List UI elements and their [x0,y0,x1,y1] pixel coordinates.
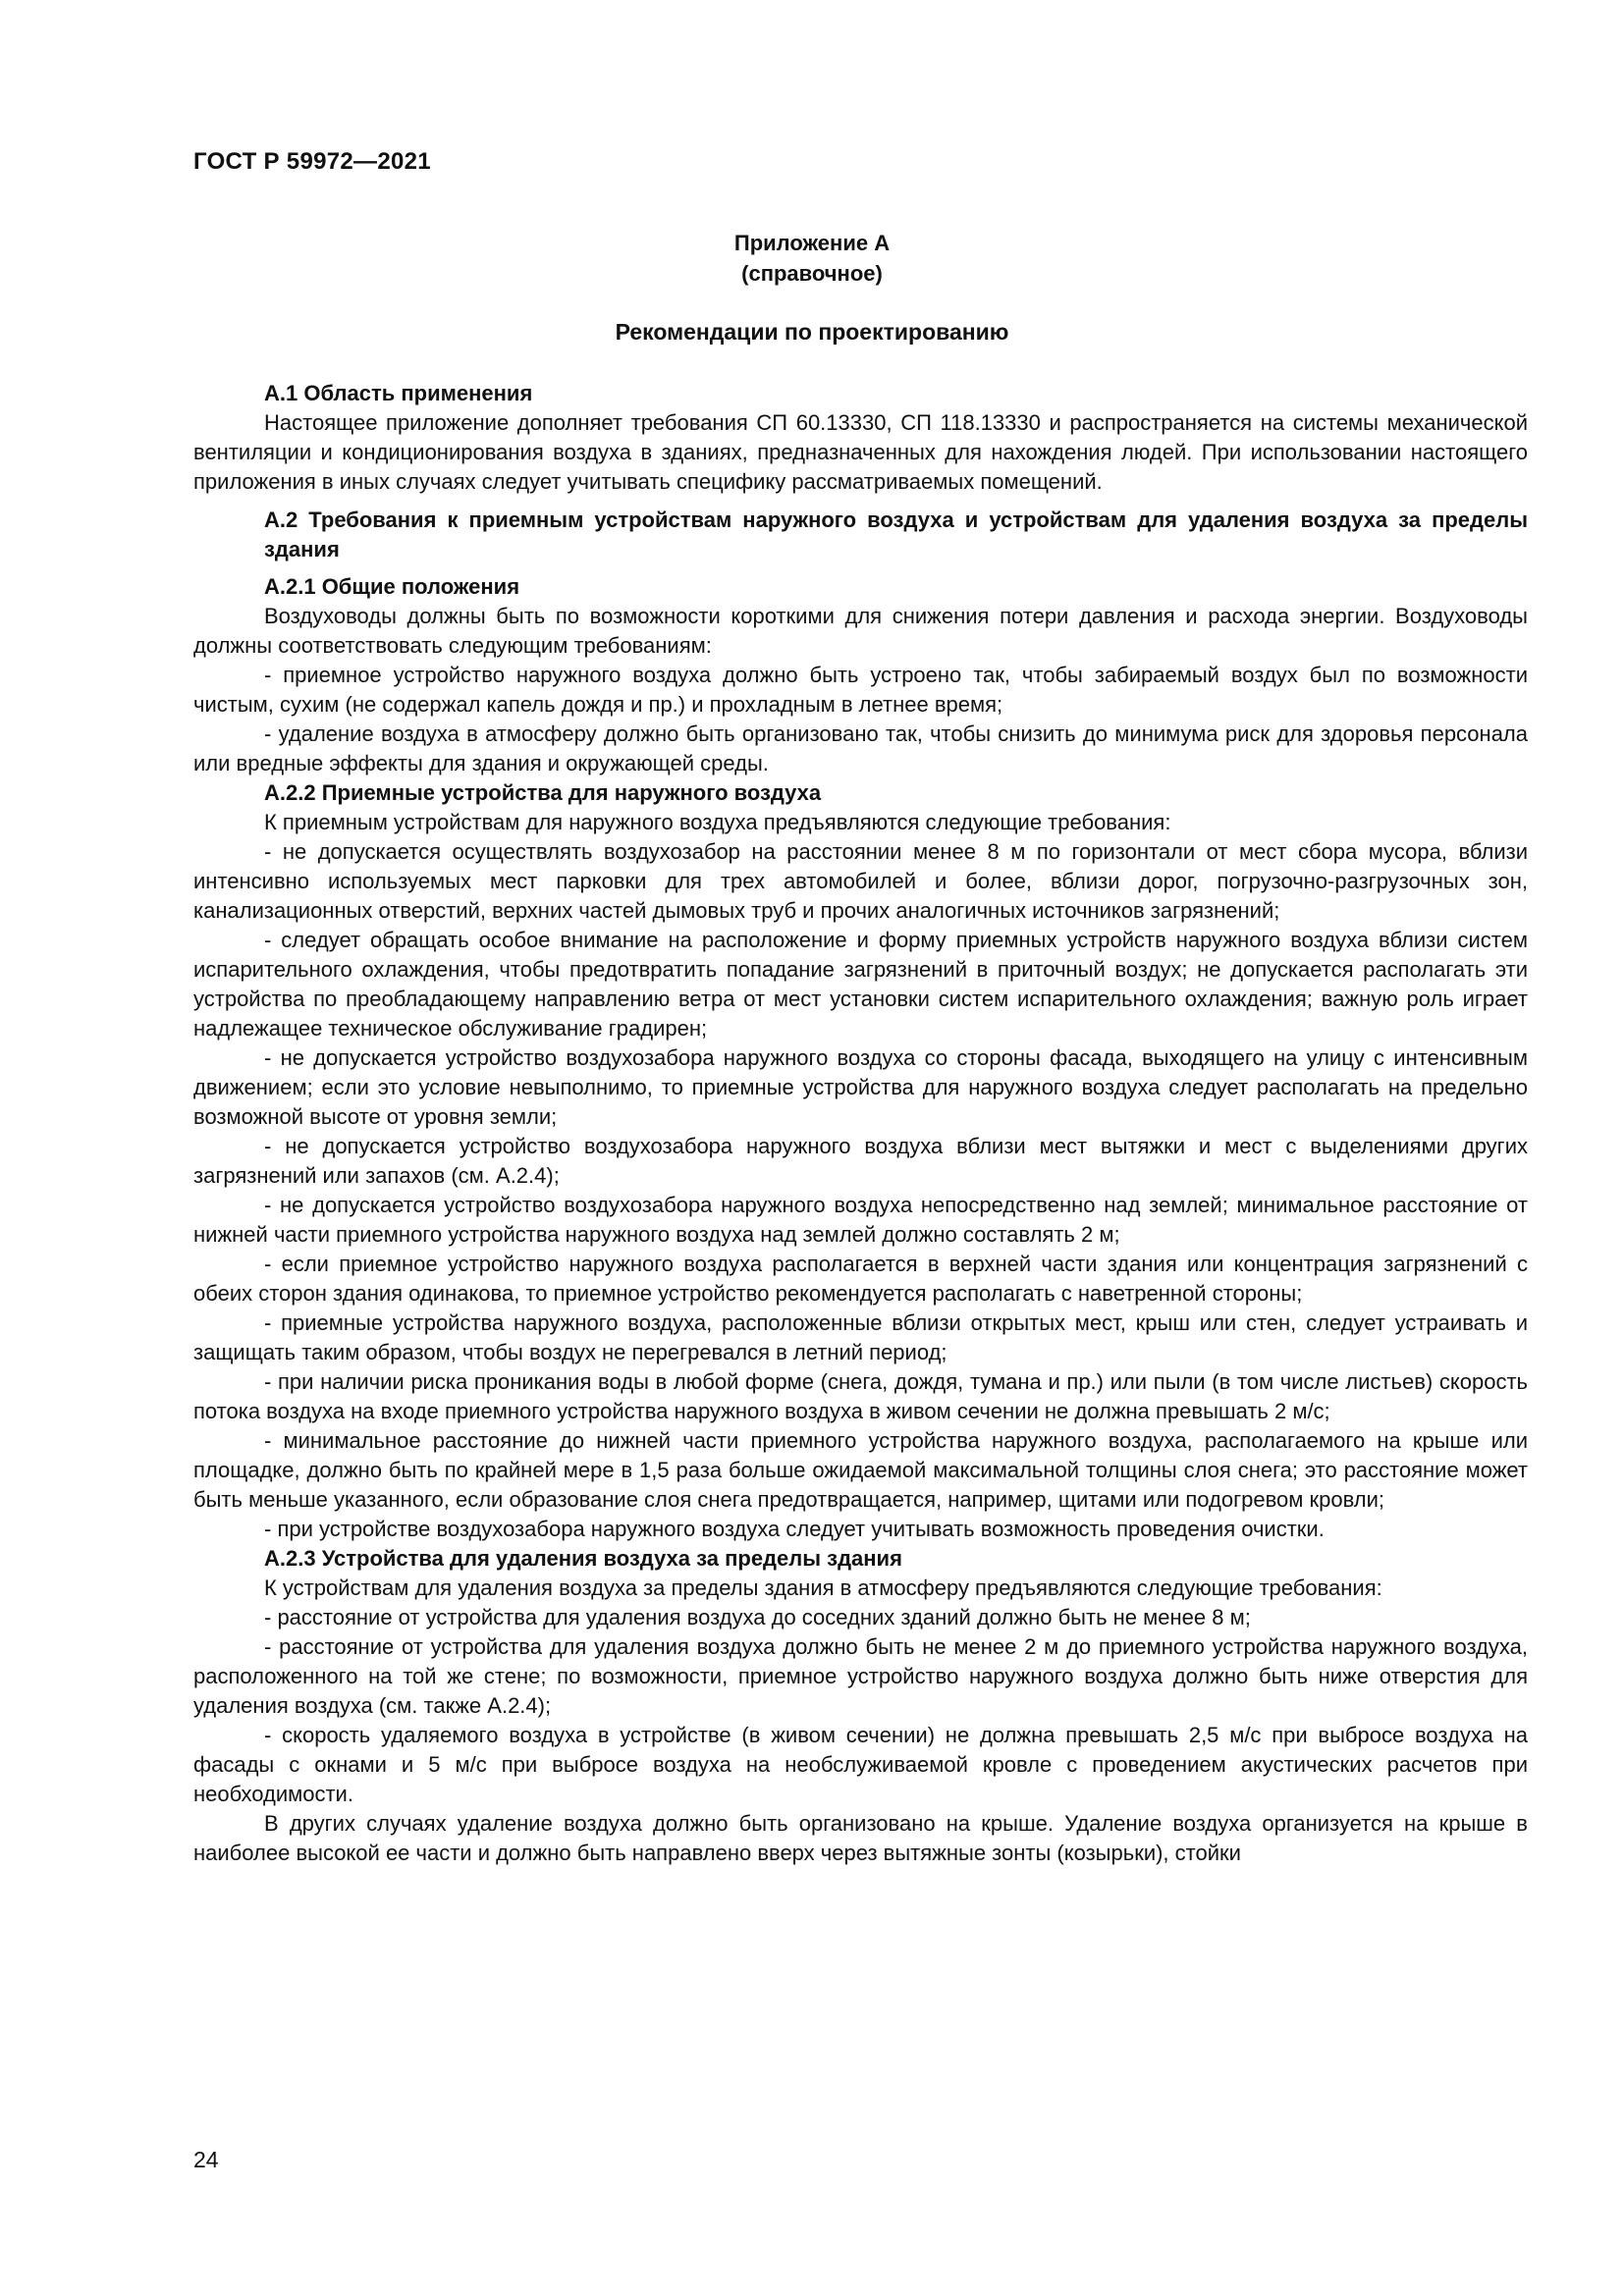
list-item: - приемное устройство наружного воздуха должно быть устроено так, чтобы забираемый воздух был по возможности чистым, сухим (не содержал капель дождя и пр.) и прохладным в летнее время; [193,663,1528,717]
list-item: - расстояние от устройства для удаления воздуха должно быть не менее 2 м до приемного устройства наружного воздуха, расположенного на той же стене; по возможности, приемное устройство наружного воздуха должно быть ниже отверстия для удаления воздуха (см. также А.2.4); [193,1634,1528,1718]
list-item: - минимальное расстояние до нижней части приемного устройства наружного воздуха, располагаемого на крыше или площадке, должно быть по крайней мере в 1,5 раза больше ожидаемой максимальной толщины слоя снега; это расстояние может быть меньше указанного, если образование слоя снега предотвращается, например, щитами или подогревом кровли; [193,1428,1528,1512]
list-item: - не допускается устройство воздухозабора наружного воздуха со стороны фасада, выходящего на улицу с интенсивным движением; если это условие невыполнимо, то приемные устройства для наружного воздуха следует располагать на предельно возможной высоте от уровня земли; [193,1045,1528,1129]
annex-status: (справочное) [741,261,883,286]
paragraph: В других случаях удаление воздуха должно быть организовано на крыше. Удаление воздуха организуется на крыше в наиболее высокой ее части и должно быть направлено вверх через вытяжные зонты (козырьки), стойки [193,1811,1528,1865]
page-number: 24 [193,2147,219,2172]
list-item: - приемные устройства наружного воздуха, расположенные вблизи открытых мест, крыш или стен, следует устраивать и защищать таким образом, чтобы воздух не перегревался в летний период; [193,1310,1528,1364]
section-heading-a22: А.2.2 Приемные устройства для наружного воздуха [264,780,822,805]
page-title: Рекомендации по проектированию [615,319,1009,345]
list-item: - при устройстве воздухозабора наружного воздуха следует учитывать возможность проведения очистки. [264,1517,1325,1541]
list-item: - не допускается осуществлять воздухозабор на расстоянии менее 8 м по горизонтали от мест сбора мусора, вблизи интенсивно используемых мест парковки для трех автомобилей и более, вблизи дорог, погрузочно-разгрузочных зон, канализационных отверстий, верхних частей дымовых труб и прочих аналогичных источников загрязнений; [193,839,1528,923]
section-heading-a2: А.2 Требования к приемным устройствам наружного воздуха и устройствам для удаления воздуха за пределы здания [264,507,1528,561]
annex-title [0,228,1624,289]
list-item: - расстояние от устройства для удаления воздуха до соседних зданий должно быть не менее 8 м; [264,1605,1251,1629]
list-item: - если приемное устройство наружного воздуха располагается в верхней части здания или концентрация загрязнений с обеих сторон здания одинакова, то приемное устройство рекомендуется располагать с наветренной стороны; [193,1252,1528,1306]
section-heading-a23: А.2.3 Устройства для удаления воздуха за пределы здания [264,1546,902,1571]
list-item: - не допускается устройство воздухозабора наружного воздуха вблизи мест вытяжки и мест с выделениями других загрязнений или запахов (см. А.2.4); [193,1134,1528,1188]
document-body [193,379,1528,1868]
list-item: - скорость удаляемого воздуха в устройстве (в живом сечении) не должна превышать 2,5 м/с при выбросе воздуха на фасады с окнами и 5 м/с при выбросе воздуха на необслуживаемой кровле с проведением акустических расчетов при необходимости. [193,1723,1528,1806]
paragraph: К приемным устройствам для наружного воздуха предъявляются следующие требования: [264,810,1171,834]
annex-label: Приложение А [733,231,891,255]
paragraph: К устройствам для удаления воздуха за пределы здания в атмосферу предъявляются следующие требования: [264,1575,1382,1600]
section-heading-a21: А.2.1 Общие положения [264,574,520,599]
paragraph: Настоящее приложение дополняет требования СП 60.13330, СП 118.13330 и распространяется на системы механической вентиляции и кондиционирования воздуха в зданиях, предназначенных для нахождения людей. При использовании настоящего приложения в иных случаях следует учитывать специфику рассматриваемых помещений. [193,410,1528,494]
list-item: - не допускается устройство воздухозабора наружного воздуха непосредственно над землей; минимальное расстояние от нижней части приемного устройства наружного воздуха над землей должно составлять 2 м; [193,1193,1528,1247]
document-code: ГОСТ Р 59972—2021 [193,148,431,175]
list-item: - при наличии риска проникания воды в любой форме (снега, дождя, тумана и пр.) или пыли (в том числе листьев) скорость потока воздуха на входе приемного устройства наружного воздуха в живом сечении не должна превышать 2 м/с; [193,1369,1528,1423]
list-item: - удаление воздуха в атмосферу должно быть организовано так, чтобы снизить до минимума риск для здоровья персонала или вредные эффекты для здания и окружающей среды. [193,721,1528,775]
section-heading-a1: А.1 Область применения [264,381,533,405]
paragraph: Воздуховоды должны быть по возможности короткими для снижения потери давления и расхода энергии. Воздуховоды должны соответствовать следующим требованиям: [193,604,1528,658]
list-item: - следует обращать особое внимание на расположение и форму приемных устройств наружного воздуха вблизи систем испарительного охлаждения, чтобы предотвратить попадание загрязнений в приточный воздух; не допускается располагать эти устройства по преобладающему направлению ветра от мест установки систем испарительного охлаждения; важную роль играет надлежащее техническое обслуживание градирен; [193,928,1528,1041]
